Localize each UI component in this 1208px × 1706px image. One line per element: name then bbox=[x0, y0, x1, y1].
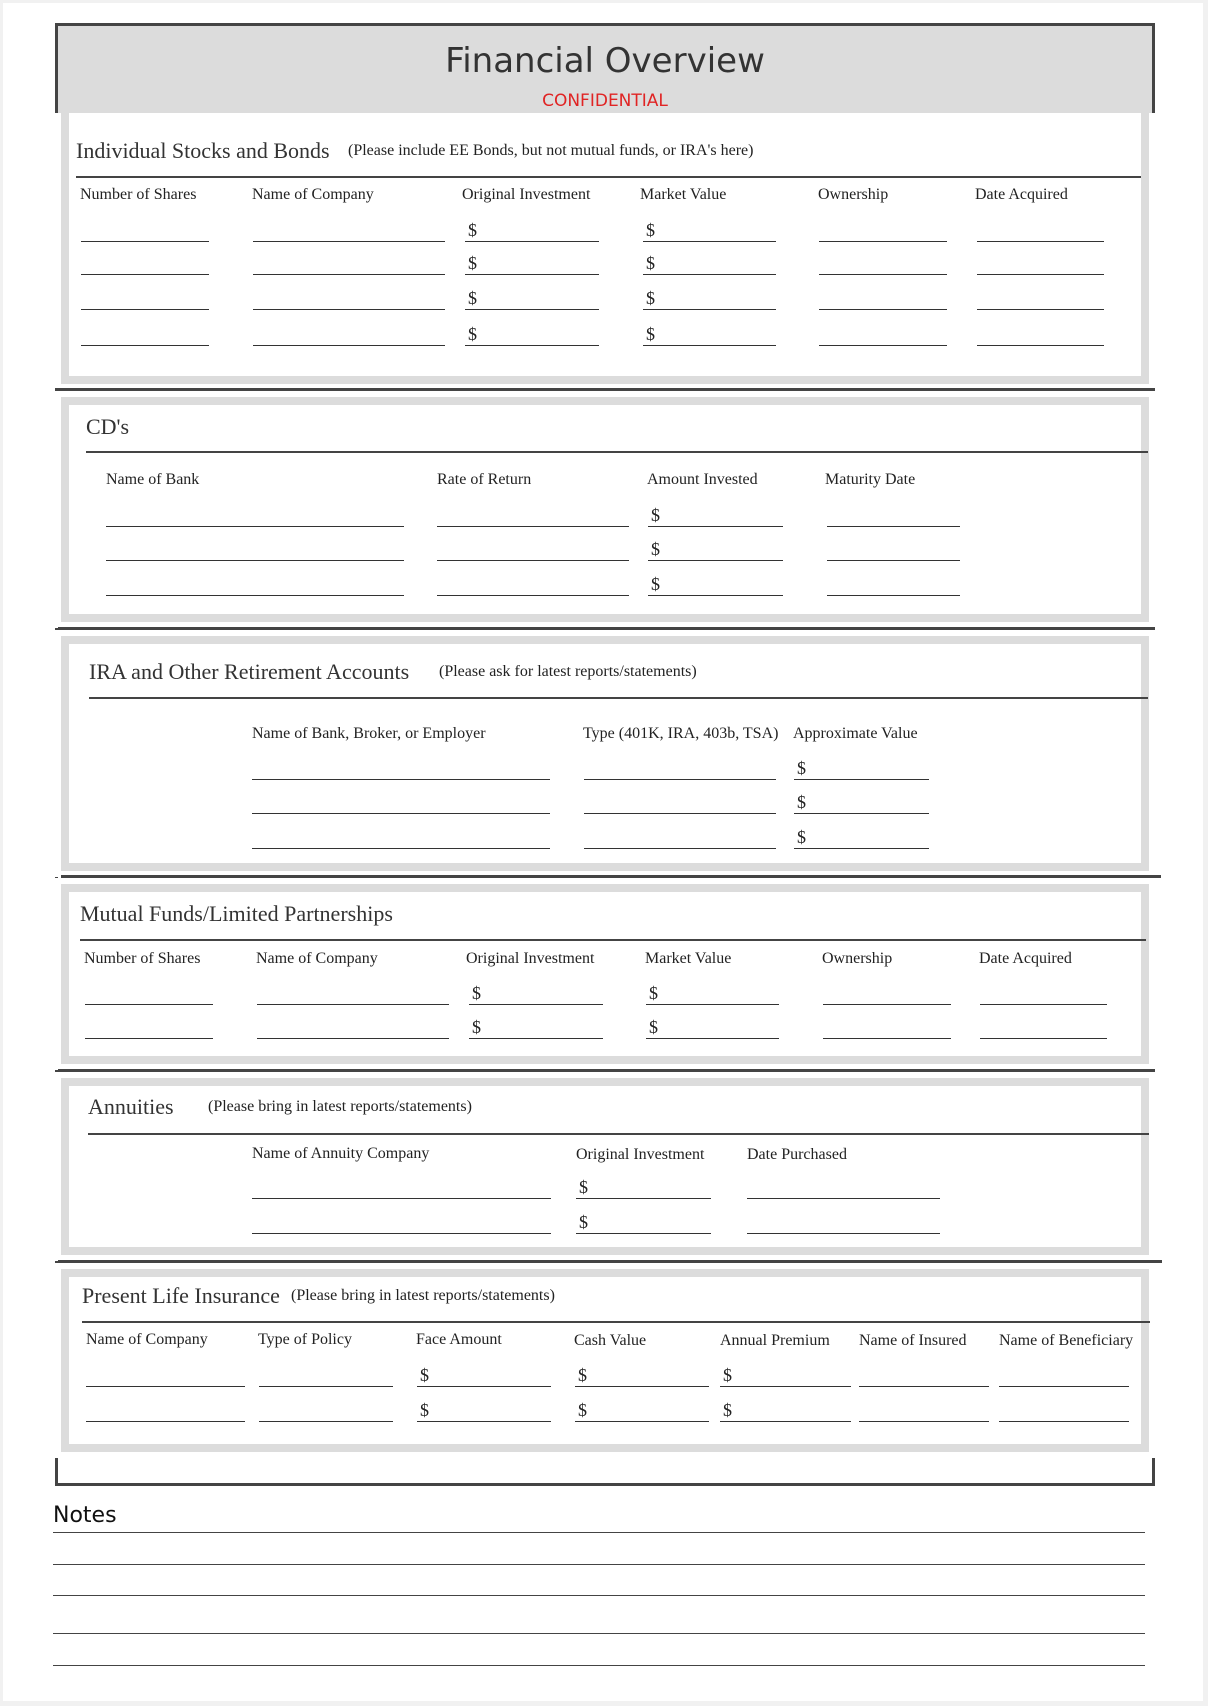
life-company-field[interactable] bbox=[86, 1386, 245, 1387]
dollar-sign: $ bbox=[468, 220, 477, 240]
stocks-ownership-field[interactable] bbox=[819, 345, 947, 346]
ira-type-field[interactable] bbox=[584, 848, 776, 849]
dollar-sign: $ bbox=[649, 1017, 658, 1037]
life-cash-field[interactable] bbox=[575, 1421, 709, 1422]
dollar-sign: $ bbox=[649, 983, 658, 1003]
stocks-date-field[interactable] bbox=[977, 241, 1104, 242]
cds-maturity-field[interactable] bbox=[827, 526, 960, 527]
life-col-beneficiary: Name of Beneficiary bbox=[999, 1332, 1134, 1349]
life-col-face: Face Amount bbox=[416, 1331, 502, 1348]
stocks-company-field[interactable] bbox=[253, 274, 445, 275]
mutual-ownership-field[interactable] bbox=[823, 1004, 951, 1005]
stocks-date-field[interactable] bbox=[977, 274, 1104, 275]
cds-amount-field[interactable] bbox=[648, 595, 783, 596]
annuities-title: Annuities bbox=[88, 1094, 174, 1119]
ira-bank-field[interactable] bbox=[252, 813, 550, 814]
ira-type-field[interactable] bbox=[584, 779, 776, 780]
annuities-date-field[interactable] bbox=[747, 1233, 940, 1234]
cds-amount-field[interactable] bbox=[648, 560, 783, 561]
dollar-sign: $ bbox=[723, 1365, 732, 1385]
ira-bank-field[interactable] bbox=[252, 848, 550, 849]
stocks-company-field[interactable] bbox=[253, 345, 445, 346]
section-cds bbox=[55, 391, 1155, 628]
mutual-original-field[interactable] bbox=[469, 1038, 603, 1039]
mutual-col-market: Market Value bbox=[645, 950, 732, 967]
mutual-col-company: Name of Company bbox=[256, 950, 378, 967]
stocks-company-field[interactable] bbox=[253, 309, 445, 310]
mutual-original-field[interactable] bbox=[469, 1004, 603, 1005]
mutual-ownership-field[interactable] bbox=[823, 1038, 951, 1039]
mutual-company-field[interactable] bbox=[257, 1038, 449, 1039]
mutual-col-date: Date Acquired bbox=[979, 950, 1072, 967]
life-col-policy: Type of Policy bbox=[258, 1331, 352, 1348]
dollar-sign: $ bbox=[472, 983, 481, 1003]
stocks-col-ownership: Ownership bbox=[818, 186, 889, 203]
notes-line[interactable] bbox=[53, 1633, 1145, 1634]
stocks-shares-field[interactable] bbox=[81, 309, 209, 310]
ira-note: (Please ask for latest reports/statements) bbox=[439, 663, 697, 680]
stocks-original-field[interactable] bbox=[465, 309, 599, 310]
dollar-sign: $ bbox=[472, 1017, 481, 1037]
life-face-field[interactable] bbox=[417, 1421, 551, 1422]
stocks-col-company: Name of Company bbox=[252, 186, 374, 203]
stocks-title: Individual Stocks and Bonds bbox=[76, 138, 330, 163]
ira-type-field[interactable] bbox=[584, 813, 776, 814]
life-col-company: Name of Company bbox=[86, 1331, 208, 1348]
annuities-col-original: Original Investment bbox=[576, 1146, 705, 1163]
life-insured-field[interactable] bbox=[859, 1386, 989, 1387]
life-note: (Please bring in latest reports/statements) bbox=[291, 1287, 555, 1304]
ira-col-type: Type (401K, IRA, 403b, TSA) bbox=[583, 725, 779, 742]
stocks-original-field[interactable] bbox=[465, 241, 599, 242]
mutual-divider bbox=[80, 939, 1146, 941]
cds-col-rate: Rate of Return bbox=[437, 471, 532, 488]
mutual-company-field[interactable] bbox=[257, 1004, 449, 1005]
cds-col-maturity: Maturity Date bbox=[825, 471, 916, 488]
annuities-original-field[interactable] bbox=[576, 1198, 711, 1199]
stocks-market-field[interactable] bbox=[643, 241, 776, 242]
confidential-label: CONFIDENTIAL bbox=[542, 91, 668, 111]
annuities-col-company: Name of Annuity Company bbox=[252, 1145, 430, 1162]
notes-line[interactable] bbox=[53, 1665, 1145, 1666]
dollar-sign: $ bbox=[579, 1177, 588, 1197]
annuities-date-field[interactable] bbox=[747, 1198, 940, 1199]
stocks-date-field[interactable] bbox=[977, 309, 1104, 310]
ira-value-field[interactable] bbox=[794, 813, 929, 814]
cds-bank-field[interactable] bbox=[106, 560, 404, 561]
cds-bank-field[interactable] bbox=[106, 526, 404, 527]
dollar-sign: $ bbox=[646, 324, 655, 344]
stocks-col-market: Market Value bbox=[640, 186, 727, 203]
mutual-date-field[interactable] bbox=[980, 1004, 1107, 1005]
dollar-sign: $ bbox=[468, 288, 477, 308]
cds-maturity-field[interactable] bbox=[827, 560, 960, 561]
life-col-cash: Cash Value bbox=[574, 1332, 647, 1349]
ira-col-bank: Name of Bank, Broker, or Employer bbox=[252, 725, 486, 742]
life-title: Present Life Insurance bbox=[82, 1283, 280, 1308]
ira-bank-field[interactable] bbox=[252, 779, 550, 780]
life-cash-field[interactable] bbox=[575, 1386, 709, 1387]
dollar-sign: $ bbox=[578, 1365, 587, 1385]
life-policy-field[interactable] bbox=[259, 1421, 393, 1422]
annuities-original-field[interactable] bbox=[576, 1233, 711, 1234]
cds-rate-field[interactable] bbox=[437, 560, 629, 561]
dollar-sign: $ bbox=[651, 539, 660, 559]
cds-maturity-field[interactable] bbox=[827, 595, 960, 596]
stocks-market-field[interactable] bbox=[643, 274, 776, 275]
cds-bank-field[interactable] bbox=[106, 595, 404, 596]
dollar-sign: $ bbox=[651, 574, 660, 594]
cds-title: CD's bbox=[86, 414, 130, 439]
annuities-company-field[interactable] bbox=[252, 1233, 551, 1234]
cds-divider bbox=[86, 451, 1148, 453]
stocks-shares-field[interactable] bbox=[81, 345, 209, 346]
stocks-shares-field[interactable] bbox=[81, 274, 209, 275]
notes-line[interactable] bbox=[53, 1564, 1145, 1565]
stocks-original-field[interactable] bbox=[465, 345, 599, 346]
dollar-sign: $ bbox=[420, 1365, 429, 1385]
dollar-sign: $ bbox=[646, 288, 655, 308]
stocks-col-date: Date Acquired bbox=[975, 186, 1068, 203]
annuities-note: (Please bring in latest reports/statements) bbox=[208, 1098, 472, 1115]
life-beneficiary-field[interactable] bbox=[999, 1386, 1129, 1387]
notes-line[interactable] bbox=[53, 1595, 1145, 1596]
notes-title: Notes bbox=[53, 1503, 117, 1528]
stocks-col-shares: Number of Shares bbox=[80, 186, 197, 203]
stocks-shares-field[interactable] bbox=[81, 241, 209, 242]
ira-divider bbox=[89, 697, 1148, 699]
mutual-col-original: Original Investment bbox=[466, 950, 595, 967]
stocks-company-field[interactable] bbox=[253, 241, 445, 242]
life-premium-field[interactable] bbox=[720, 1386, 851, 1387]
form-title: Financial Overview bbox=[445, 41, 765, 81]
dollar-sign: $ bbox=[578, 1400, 587, 1420]
stocks-date-field[interactable] bbox=[977, 345, 1104, 346]
dollar-sign: $ bbox=[723, 1400, 732, 1420]
life-insured-field[interactable] bbox=[859, 1421, 989, 1422]
mutual-market-field[interactable] bbox=[646, 1038, 779, 1039]
dollar-sign: $ bbox=[420, 1400, 429, 1420]
stocks-market-field[interactable] bbox=[643, 345, 776, 346]
dollar-sign: $ bbox=[651, 505, 660, 525]
annuities-company-field[interactable] bbox=[252, 1198, 551, 1199]
mutual-shares-field[interactable] bbox=[85, 1004, 213, 1005]
life-beneficiary-field[interactable] bbox=[999, 1421, 1129, 1422]
life-premium-field[interactable] bbox=[720, 1421, 851, 1422]
ira-value-field[interactable] bbox=[794, 779, 929, 780]
stocks-note: (Please include EE Bonds, but not mutual funds, or IRA's here) bbox=[348, 142, 754, 159]
mutual-market-field[interactable] bbox=[646, 1004, 779, 1005]
ira-value-field[interactable] bbox=[794, 848, 929, 849]
cds-amount-field[interactable] bbox=[648, 526, 783, 527]
life-policy-field[interactable] bbox=[259, 1386, 393, 1387]
stocks-original-field[interactable] bbox=[465, 274, 599, 275]
stocks-ownership-field[interactable] bbox=[819, 274, 947, 275]
life-col-insured: Name of Insured bbox=[859, 1332, 967, 1349]
stocks-col-original: Original Investment bbox=[462, 186, 591, 203]
cds-rate-field[interactable] bbox=[437, 595, 629, 596]
dollar-sign: $ bbox=[797, 758, 806, 778]
annuities-col-date: Date Purchased bbox=[747, 1146, 847, 1163]
life-company-field[interactable] bbox=[86, 1421, 245, 1422]
ira-col-value: Approximate Value bbox=[793, 725, 918, 742]
dollar-sign: $ bbox=[646, 253, 655, 273]
cds-col-bank: Name of Bank bbox=[106, 471, 200, 488]
dollar-sign: $ bbox=[797, 792, 806, 812]
dollar-sign: $ bbox=[468, 324, 477, 344]
stocks-ownership-field[interactable] bbox=[819, 309, 947, 310]
dollar-sign: $ bbox=[797, 827, 806, 847]
mutual-title: Mutual Funds/Limited Partnerships bbox=[80, 901, 393, 926]
cds-col-amount: Amount Invested bbox=[647, 471, 758, 488]
dollar-sign: $ bbox=[468, 253, 477, 273]
mutual-shares-field[interactable] bbox=[85, 1038, 213, 1039]
life-divider bbox=[82, 1321, 1150, 1323]
dollar-sign: $ bbox=[579, 1212, 588, 1232]
stocks-ownership-field[interactable] bbox=[819, 241, 947, 242]
ira-title: IRA and Other Retirement Accounts bbox=[89, 659, 410, 684]
notes-line[interactable] bbox=[53, 1532, 1145, 1533]
annuities-divider bbox=[88, 1133, 1149, 1135]
mutual-col-ownership: Ownership bbox=[822, 950, 893, 967]
life-face-field[interactable] bbox=[417, 1386, 551, 1387]
stocks-market-field[interactable] bbox=[643, 309, 776, 310]
form-page bbox=[3, 3, 1203, 1701]
dollar-sign: $ bbox=[646, 220, 655, 240]
stocks-divider bbox=[76, 176, 1141, 178]
mutual-col-shares: Number of Shares bbox=[84, 950, 201, 967]
mutual-date-field[interactable] bbox=[980, 1038, 1107, 1039]
life-col-premium: Annual Premium bbox=[720, 1332, 830, 1349]
cds-rate-field[interactable] bbox=[437, 526, 629, 527]
